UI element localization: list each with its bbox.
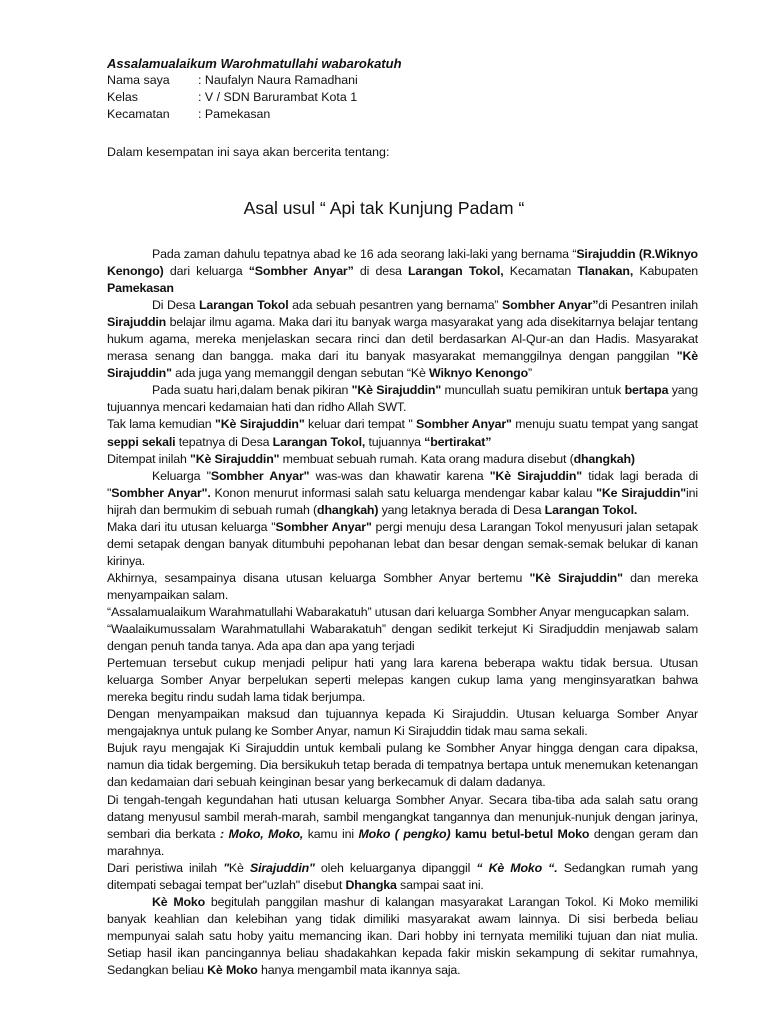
info-row-class [107, 89, 707, 106]
info-value: : V / SDN Barurambat Kota 1 [198, 90, 358, 104]
text-run: Pada zaman dahulu tepatnya abad ke 16 ada seorang laki-laki yang bernama “ [152, 247, 577, 261]
text-run: Kè Moko [207, 962, 258, 977]
text-run: Pertemuan tersebut cukup menjadi pelipur hati yang lara karena beberapa waktu tidak bersua. Utusan keluarga Somber Anyar berpelukan seperti melepas kangen cukup lama yang menginsyaratkan bahwa mereka begitu rindu sudah lama tidak berjumpa. [107, 656, 698, 705]
text-run: keluar dari tempat " [304, 417, 417, 432]
text-run: Sombher Anyar". [111, 485, 211, 500]
text-run: Pamekasan [107, 281, 174, 296]
text-run: Kabupaten [633, 264, 698, 279]
text-run: membuat sebuah rumah. Kata orang madura disebut ( [279, 451, 574, 466]
text-run: Konon menurut informasi salah satu keluarga mendengar kabar kalau [210, 485, 597, 500]
text-run: Wiknyo Kenongo [429, 366, 529, 381]
text-run: Dengan menyampaikan maksud dan tujuannya kepada Ki Sirajuddin. Utusan keluarga Somber Anyar mengajaknya untuk pulang ke Somber Anyar, namun Ki Sirajuddin tidak mau sama sekali. [107, 707, 698, 739]
text-run: seppi sekali [107, 434, 176, 449]
text-run: bertapa [624, 383, 669, 398]
text-run: "Ke Sirajuddin" [596, 485, 687, 500]
story-paragraph [107, 621, 698, 655]
text-run: Larangan Tokol [198, 298, 289, 313]
story-paragraph [107, 740, 698, 791]
info-label: Kelas [107, 90, 138, 104]
text-run: tidak lagi berada di " [107, 468, 698, 500]
text-run: "Kè Sirajuddin" [529, 570, 623, 585]
text-run: Tak lama kemudian [107, 417, 216, 432]
story-paragraph [107, 894, 698, 979]
text-run: Sirajuddin (R.Wiknyo Kenongo) [107, 247, 698, 279]
text-run: Tlanakan, [577, 264, 634, 279]
story-paragraph [107, 519, 698, 570]
text-run: Maka dari itu utusan keluarga " [107, 519, 276, 534]
text-run: Dhangka [345, 877, 397, 892]
text-run: was-was dan khawatir karena [309, 468, 490, 483]
text-run: oleh keluarganya dipanggil [314, 860, 477, 875]
text-run: Akhirnya, sesampainya disana utusan keluarga Sombher Anyar bertemu [107, 570, 530, 585]
text-run: Di Desa [152, 298, 199, 313]
text-run: Larangan Tokol. [544, 502, 638, 517]
text-run: di Pesantren inilah [598, 298, 699, 313]
text-run: “Sombher Anyar” [248, 264, 354, 279]
text-run: dhangkah) [317, 502, 379, 517]
text-run: Sombher Anyar" [275, 519, 372, 534]
text-run: sampai saat ini. [396, 877, 484, 892]
text-run: dan mereka menyampaikan salam. [107, 570, 698, 602]
text-run: Ditempat inilah [107, 451, 190, 466]
text-run: “bertirakat” [424, 434, 492, 449]
text-run: ” [528, 366, 533, 381]
info-label: Nama saya [107, 73, 170, 87]
text-run: Pada suatu hari,dalam benak pikiran [152, 383, 352, 398]
text-run: "Kè Sirajuddin" [489, 468, 582, 483]
story-paragraph [107, 468, 698, 519]
text-run: "Kè Sirajuddin" [351, 383, 442, 398]
story-paragraph [107, 382, 698, 416]
info-row-name [107, 72, 707, 89]
text-run: menuju suatu tempat yang sangat [511, 417, 698, 432]
text-run: Sedangkan rumah yang ditempati sebagai tempat ber"uzlah" disebut [107, 860, 699, 892]
text-run: Sirajuddin" [249, 860, 315, 875]
story-paragraph [107, 860, 698, 894]
text-run: dari keluarga [163, 264, 249, 279]
intro-text: Dalam kesempatan ini saya akan bercerita tentang: [107, 145, 390, 159]
text-run: Larangan Tokol, [272, 434, 366, 449]
story-paragraph [107, 451, 698, 468]
info-label: Kecamatan [107, 107, 170, 121]
story-body [107, 246, 698, 979]
text-run: Larangan Tokol, [408, 264, 504, 279]
text-run: "Kè Sirajuddin" [190, 451, 280, 466]
text-run: muncullah suatu pemikiran untuk [441, 383, 625, 398]
text-run: tujuannya [365, 434, 425, 449]
story-paragraph [107, 416, 698, 450]
story-paragraph [107, 297, 698, 382]
info-value: : Naufalyn Naura Ramadhani [198, 73, 358, 87]
text-run: " [223, 860, 229, 875]
text-run: hanya mengambil mata ikannya saja. [257, 962, 461, 977]
text-run: ada juga yang memanggil dengan sebutan “Kè [171, 366, 430, 381]
info-value: : Pamekasan [198, 107, 271, 121]
text-run: Moko ( pengko) [358, 826, 451, 841]
text-run: Sirajuddin [107, 315, 167, 330]
text-run: dengan geram dan marahnya. [107, 826, 698, 858]
text-run: belajar ilmu agama. Maka dari itu banyak warga masyarakat yang ada disekitarnya belajar tentang hukum agama, mereka menjelaskan secara rinci dan detil berdasarkan Al-Qur-an dan Hadis. Masyarakat merasa senang dan bangga. maka dari itu banyak masyarakat memanggilnya dengan panggilan [107, 315, 698, 364]
text-run: Di tengah-tengah kegundahan hati utusan keluarga Sombher Anyar. Secara tiba-tiba ada salah satu orang datang menyusul sambil merah-marah, sambil mengangkat tangannya dan menunjuk-nunjuk dengan jarinya, sembari dia berkata [107, 792, 698, 841]
text-run: ada sebuah pesantren yang bernama” [288, 298, 503, 313]
text-run: begitulah panggilan mashur di kalangan masyarakat Larangan Tokol. Ki Moko memiliki banyak keahlian dan kelebihan yang tidak dimiliki masyarakat awam lainnya. Di sisi berbeda beliau mempunyai salah satu hoby yaitu memancing ikan. Dari hobby ini ternyata memiliki tujuan dan niat mulia. Setiap hasil ikan pancingannya beliau shadakahkan kepada fakir miskin sekampung di sekitar rumahnya, Sedangkan beliau [107, 894, 698, 977]
text-run: dhangkah) [573, 451, 635, 466]
text-run: kamu betul-betul Moko [450, 826, 590, 841]
text-run: pergi menuju desa Larangan Tokol menyusuri jalan setapak demi setapak dengan banyak ditumbuhi pepohanan lebat dan besar dengan semak-semak belukar di kanan kirinya. [107, 519, 698, 568]
text-run: Sombher Anyar” [502, 298, 599, 313]
greeting: Assalamualaikum Warohmatullahi wabarokatuh [107, 56, 402, 71]
text-run: Kecamatan [503, 264, 578, 279]
story-paragraph [107, 570, 698, 604]
text-run: “ Kè Moko “. [476, 860, 558, 875]
text-run: “Assalamualaikum Warahmatullahi Wabarakatuh” utusan dari keluarga Sombher Anyar mengucapkan salam. [107, 604, 690, 619]
info-row-district [107, 106, 707, 123]
story-paragraph [107, 246, 698, 297]
text-run: “Waalaikumussalam Warahmatullahi Wabarakatuh” dengan sedikit terkejut Ki Siradjuddin menjawab salam dengan penuh tanda tanya. Ada apa dan apa yang terjadi [107, 622, 698, 654]
text-run: yang tujuannya mencari kedamaian hati dan ridho Allah SWT. [107, 383, 698, 415]
text-run: : Moko, Moko, [220, 826, 304, 841]
text-run: yang letaknya berada di Desa [378, 502, 545, 517]
text-run: Sombher Anyar" [416, 417, 512, 432]
text-run: Kè [228, 860, 250, 875]
text-run: Keluarga " [152, 468, 211, 483]
text-run: di desa [353, 264, 409, 279]
story-paragraph [107, 655, 698, 706]
document-header [107, 55, 707, 123]
text-run: tepatnya di Desa [175, 434, 273, 449]
text-run: Kè Moko [152, 894, 206, 909]
story-paragraph [107, 706, 698, 740]
text-run: Bujuk rayu mengajak Ki Sirajuddin untuk kembali pulang ke Sombher Anyar hingga dengan cara dipaksa, namun dia tidak bergeming. Dia bersikukuh tetap berada di tempatnya bertapa untuk menemukan ketenangan dan kedamaian dari sebuah keinginan besar yang berkecamuk di dalam dadanya. [107, 741, 698, 790]
story-title: Asal usul “ Api tak Kunjung Padam “ [243, 198, 525, 218]
text-run: kamu ini [303, 826, 359, 841]
text-run: ini hijrah dan bermukim di sebuah rumah ( [107, 485, 698, 517]
story-paragraph [107, 792, 698, 860]
text-run: "Kè Sirajuddin" [215, 417, 305, 432]
text-run: Dari peristiwa inilah [107, 860, 224, 875]
story-paragraph [107, 604, 698, 621]
text-run: Sombher Anyar" [210, 468, 310, 483]
text-run: "Kè Sirajuddin" [107, 349, 698, 381]
